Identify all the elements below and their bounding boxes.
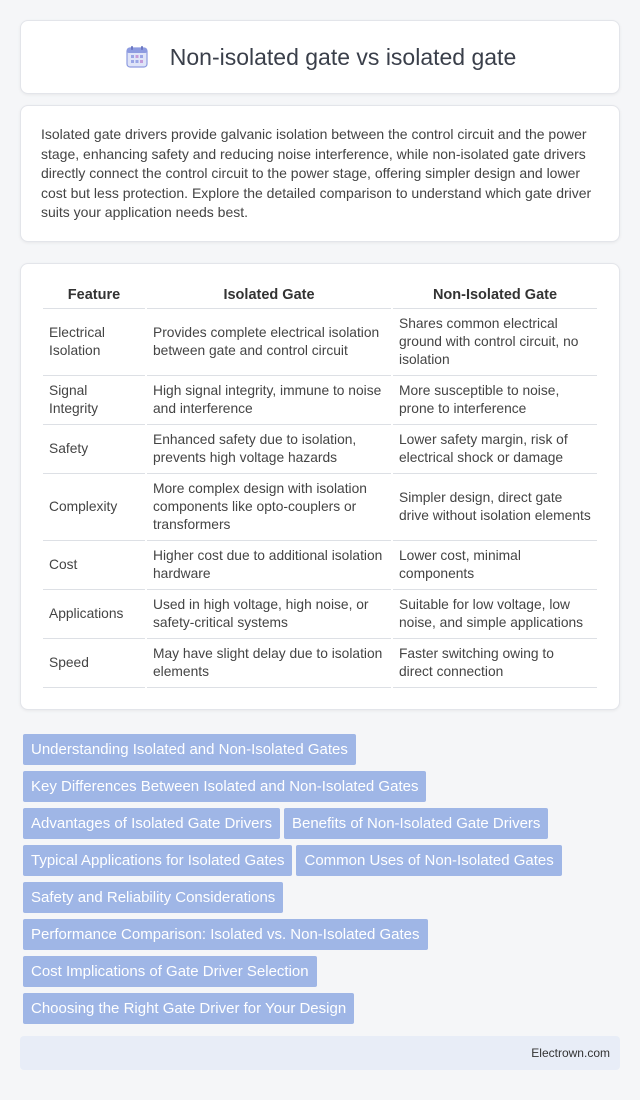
column-header-feature: Feature — [43, 282, 145, 309]
topic-link[interactable]: Typical Applications for Isolated Gates — [23, 845, 292, 876]
table-row — [43, 376, 597, 425]
isolated-cell: May have slight delay due to isolation elements — [147, 639, 391, 688]
topic-link[interactable]: Benefits of Non-Isolated Gate Drivers — [284, 808, 548, 839]
title-card — [20, 20, 620, 94]
feature-cell: Complexity — [43, 474, 145, 541]
topic-link[interactable]: Advantages of Isolated Gate Drivers — [23, 808, 280, 839]
footer — [20, 1036, 620, 1070]
isolated-cell: More complex design with isolation components like opto-couplers or transformers — [147, 474, 391, 541]
table-row — [43, 541, 597, 590]
page-title: Non-isolated gate vs isolated gate — [169, 43, 517, 70]
topic-link[interactable]: Common Uses of Non-Isolated Gates — [296, 845, 561, 876]
table-row — [43, 425, 597, 474]
isolated-cell: Provides complete electrical isolation between gate and control circuit — [147, 309, 391, 376]
isolated-cell: High signal integrity, immune to noise and interference — [147, 376, 391, 425]
feature-cell: Electrical Isolation — [43, 309, 145, 376]
table-header-row — [43, 282, 597, 309]
isolated-cell: Used in high voltage, high noise, or safety-critical systems — [147, 590, 391, 639]
feature-cell: Safety — [43, 425, 145, 474]
topic-link[interactable]: Understanding Isolated and Non-Isolated Gates — [23, 734, 356, 765]
topic-link[interactable]: Performance Comparison: Isolated vs. Non-Isolated Gates — [23, 919, 428, 950]
isolated-cell: Higher cost due to additional isolation hardware — [147, 541, 391, 590]
feature-cell: Signal Integrity — [43, 376, 145, 425]
non-isolated-cell: Lower cost, minimal components — [393, 541, 597, 590]
comparison-table-card — [20, 263, 620, 710]
non-isolated-cell: Simpler design, direct gate drive without isolation elements — [393, 474, 597, 541]
column-header-non-isolated: Non-Isolated Gate — [393, 282, 597, 309]
topic-links — [23, 734, 617, 1030]
intro-text: Isolated gate drivers provide galvanic isolation between the control circuit and the power stage, enhancing safety and reducing noise interference, while non-isolated gate drivers directly connect the control circuit to the power stage, offering simpler design and lower cost but less protection. Explore the detailed comparison to understand which gate driver suits your application needs best. — [41, 126, 592, 220]
table-row — [43, 309, 597, 376]
topic-link[interactable]: Safety and Reliability Considerations — [23, 882, 283, 913]
isolated-cell: Enhanced safety due to isolation, prevents high voltage hazards — [147, 425, 391, 474]
table-row — [43, 590, 597, 639]
column-header-isolated: Isolated Gate — [147, 282, 391, 309]
feature-cell: Speed — [43, 639, 145, 688]
feature-cell: Cost — [43, 541, 145, 590]
calendar-icon — [124, 44, 150, 70]
table-row — [43, 474, 597, 541]
non-isolated-cell: Shares common electrical ground with control circuit, no isolation — [393, 309, 597, 376]
footer-brand[interactable]: Electrown.com — [531, 1046, 610, 1060]
non-isolated-cell: More susceptible to noise, prone to interference — [393, 376, 597, 425]
topic-link[interactable]: Cost Implications of Gate Driver Selection — [23, 956, 317, 987]
comparison-table — [41, 282, 599, 688]
non-isolated-cell: Lower safety margin, risk of electrical shock or damage — [393, 425, 597, 474]
intro-card — [20, 105, 620, 242]
non-isolated-cell: Faster switching owing to direct connection — [393, 639, 597, 688]
table-row — [43, 639, 597, 688]
topic-link[interactable]: Key Differences Between Isolated and Non-Isolated Gates — [23, 771, 426, 802]
feature-cell: Applications — [43, 590, 145, 639]
non-isolated-cell: Suitable for low voltage, low noise, and simple applications — [393, 590, 597, 639]
topic-link[interactable]: Choosing the Right Gate Driver for Your Design — [23, 993, 354, 1024]
